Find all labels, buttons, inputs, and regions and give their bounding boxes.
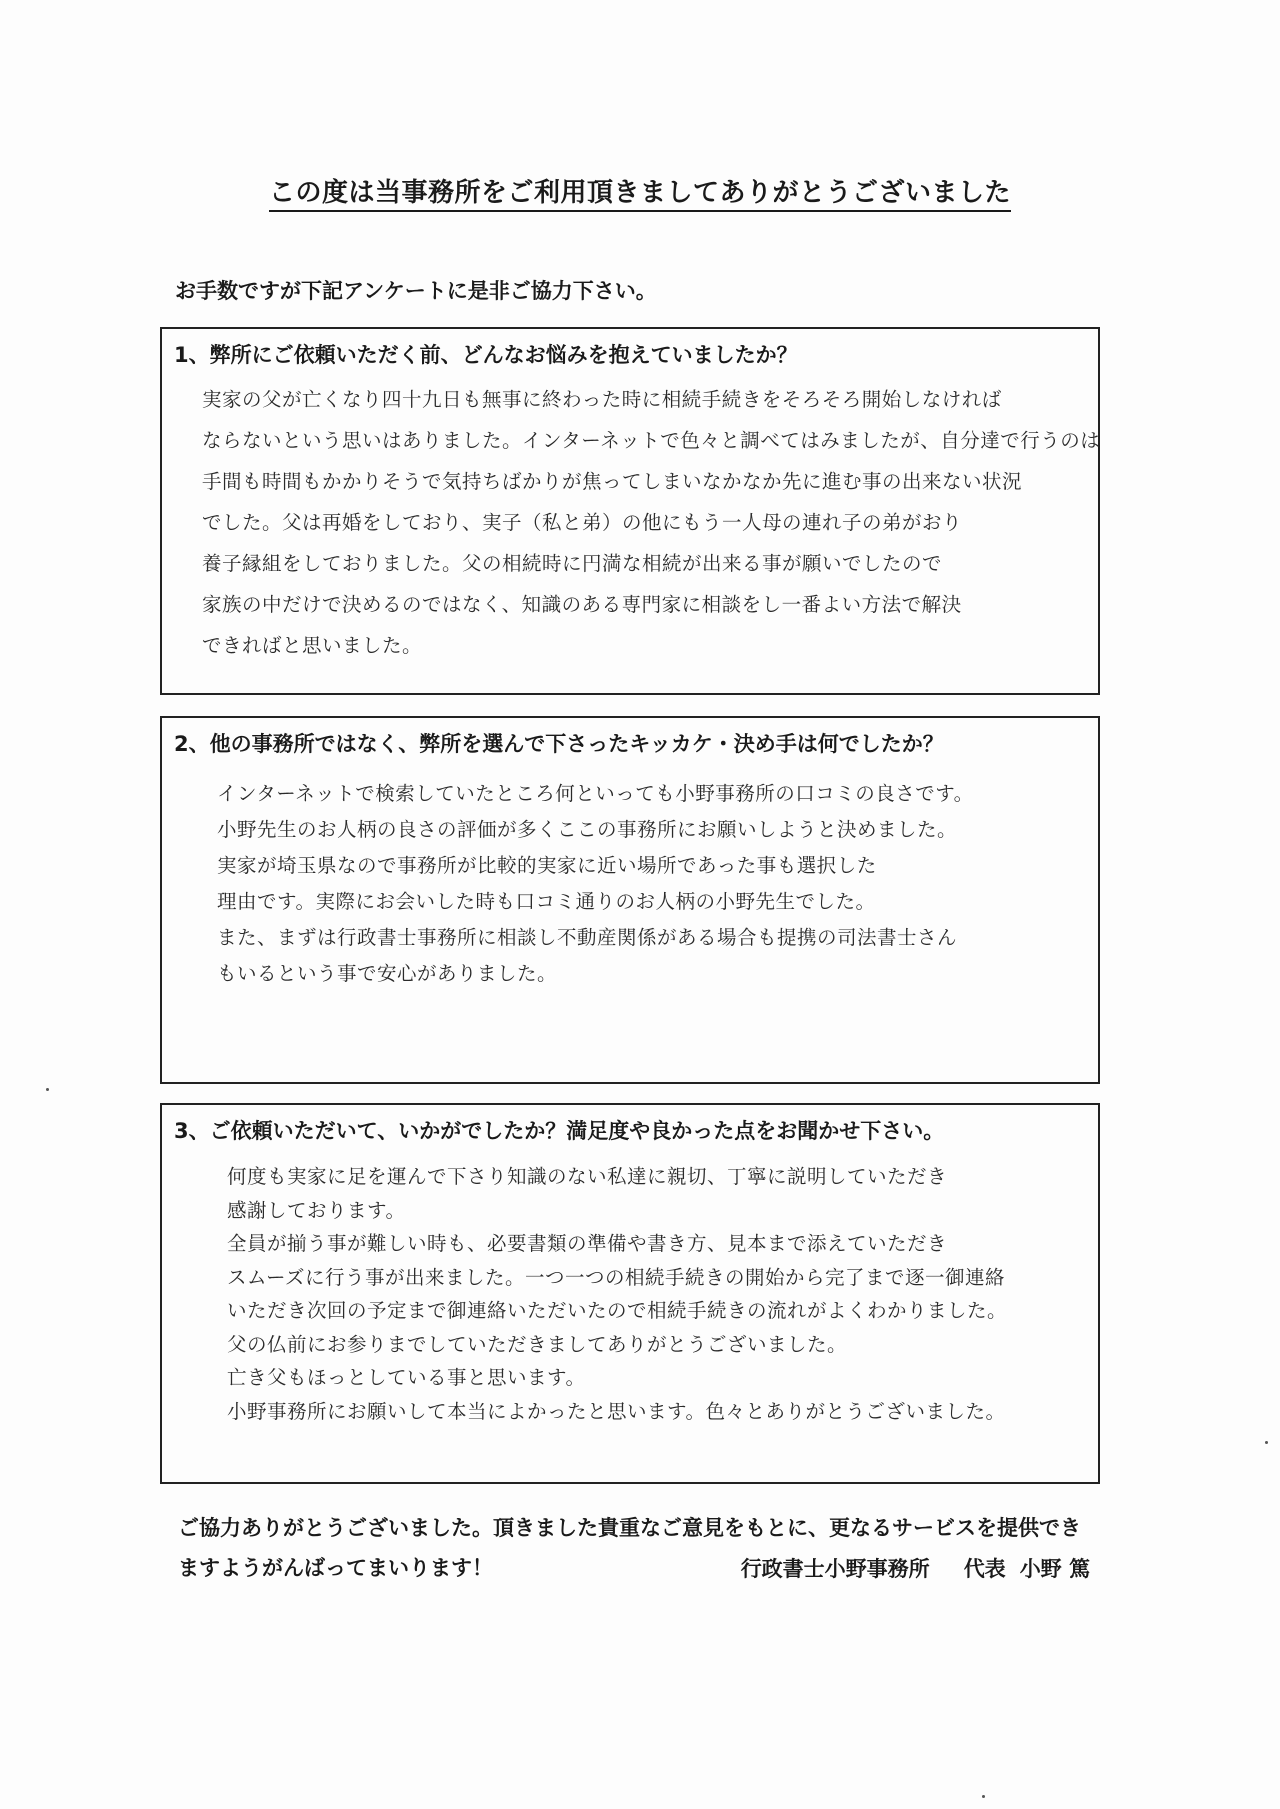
answer-line: 手間も時間もかかりそうで気持ちばかりが焦ってしまいなかなか先に進む事の出来ない状況 <box>202 470 1023 493</box>
question-box-3 <box>160 1103 1100 1484</box>
question-box-1 <box>160 327 1100 695</box>
answer-line: インターネットで検索していたところ何といっても小野事務所の口コミの良さです。 <box>217 782 974 805</box>
answer-line: もいるという事で安心がありました。 <box>217 962 558 985</box>
answer-line: 小野事務所にお願いして本当によかったと思います。色々とありがとうございました。 <box>227 1399 1006 1423</box>
answer-line: できればと思いました。 <box>202 634 423 657</box>
intro-text: お手数ですが下記アンケートに是非ご協力下さい。 <box>175 279 657 303</box>
question-box-2 <box>160 716 1100 1084</box>
answer-line: 養子縁組をしておりました。父の相続時に円満な相続が出来る事が願いでしたので <box>202 552 943 575</box>
signature-role: 代表 <box>963 1557 1006 1581</box>
answer-line: 父の仏前にお参りまでしていただきましてありがとうございました。 <box>227 1332 848 1356</box>
answer-line: 感謝しております。 <box>227 1198 406 1222</box>
question-heading-1: 1、弊所にご依頼いただく前、どんなお悩みを抱えていましたか？ <box>174 343 798 367</box>
signature-name: 小野 篤 <box>1019 1557 1090 1581</box>
answer-line: 小野先生のお人柄の良さの評価が多くここの事務所にお願いしようと決めました。 <box>217 818 958 841</box>
page-title: この度は当事務所をご利用頂きましてありがとうございました <box>0 172 1280 209</box>
scan-speck <box>46 1088 49 1091</box>
answer-line: 何度も実家に足を運んで下さり知識のない私達に親切、丁寧に説明していただき <box>227 1165 948 1188</box>
answer-3 <box>227 1160 1007 1428</box>
scan-speck <box>982 1795 985 1798</box>
answer-line: 家族の中だけで決めるのではなく、知識のある専門家に相談をし一番よい方法で解決 <box>202 593 962 616</box>
answer-line: スムーズに行う事が出来ました。一つ一つの相続手続きの開始から完了まで逐一御連絡 <box>227 1265 1006 1289</box>
answer-line: 理由です。実際にお会いした時も口コミ通りのお人柄の小野先生でした。 <box>217 890 876 913</box>
answer-line: いただき次回の予定まで御連絡いただいたので相続手続きの流れがよくわかりました。 <box>227 1299 1008 1322</box>
closing-message: ご協力ありがとうございました。頂きました貴重なご意見をもとに、更なるサービスを提供できますようがんばってまいります！ <box>178 1516 1081 1580</box>
answer-line: でした。父は再婚をしており、実子（私と弟）の他にもう一人母の連れ子の弟がおり <box>202 511 963 534</box>
answer-2 <box>217 776 974 992</box>
answer-1 <box>202 379 1100 666</box>
answer-line: 実家の父が亡くなり四十九日も無事に終わった時に相続手続きをそろそろ開始しなければ <box>202 388 1002 411</box>
signature <box>741 1553 1090 1583</box>
answer-line: 全員が揃う事が難しい時も、必要書類の準備や書き方、見本まで添えていただき <box>227 1232 948 1255</box>
question-heading-2: 2、他の事務所ではなく、弊所を選んで下さったキッカケ・決め手は何でしたか？ <box>174 732 944 756</box>
answer-line: また、まずは行政書士事務所に相談し不動産関係がある場合も提携の司法書士さん <box>217 926 958 949</box>
answer-line: 亡き父もほっとしている事と思います。 <box>227 1366 586 1389</box>
answer-line: ならないという思いはありました。インターネットで色々と調べてはみましたが、自分達で行うのは <box>202 429 1101 452</box>
signature-office: 行政書士小野事務所 <box>740 1557 930 1581</box>
answer-line: 実家が埼玉県なので事務所が比較的実家に近い場所であった事も選択した <box>217 854 877 877</box>
scan-speck <box>1265 1441 1268 1444</box>
question-heading-3: 3、ご依頼いただいて、いかがでしたか？満足度や良かった点をお聞かせ下さい。 <box>174 1119 945 1143</box>
